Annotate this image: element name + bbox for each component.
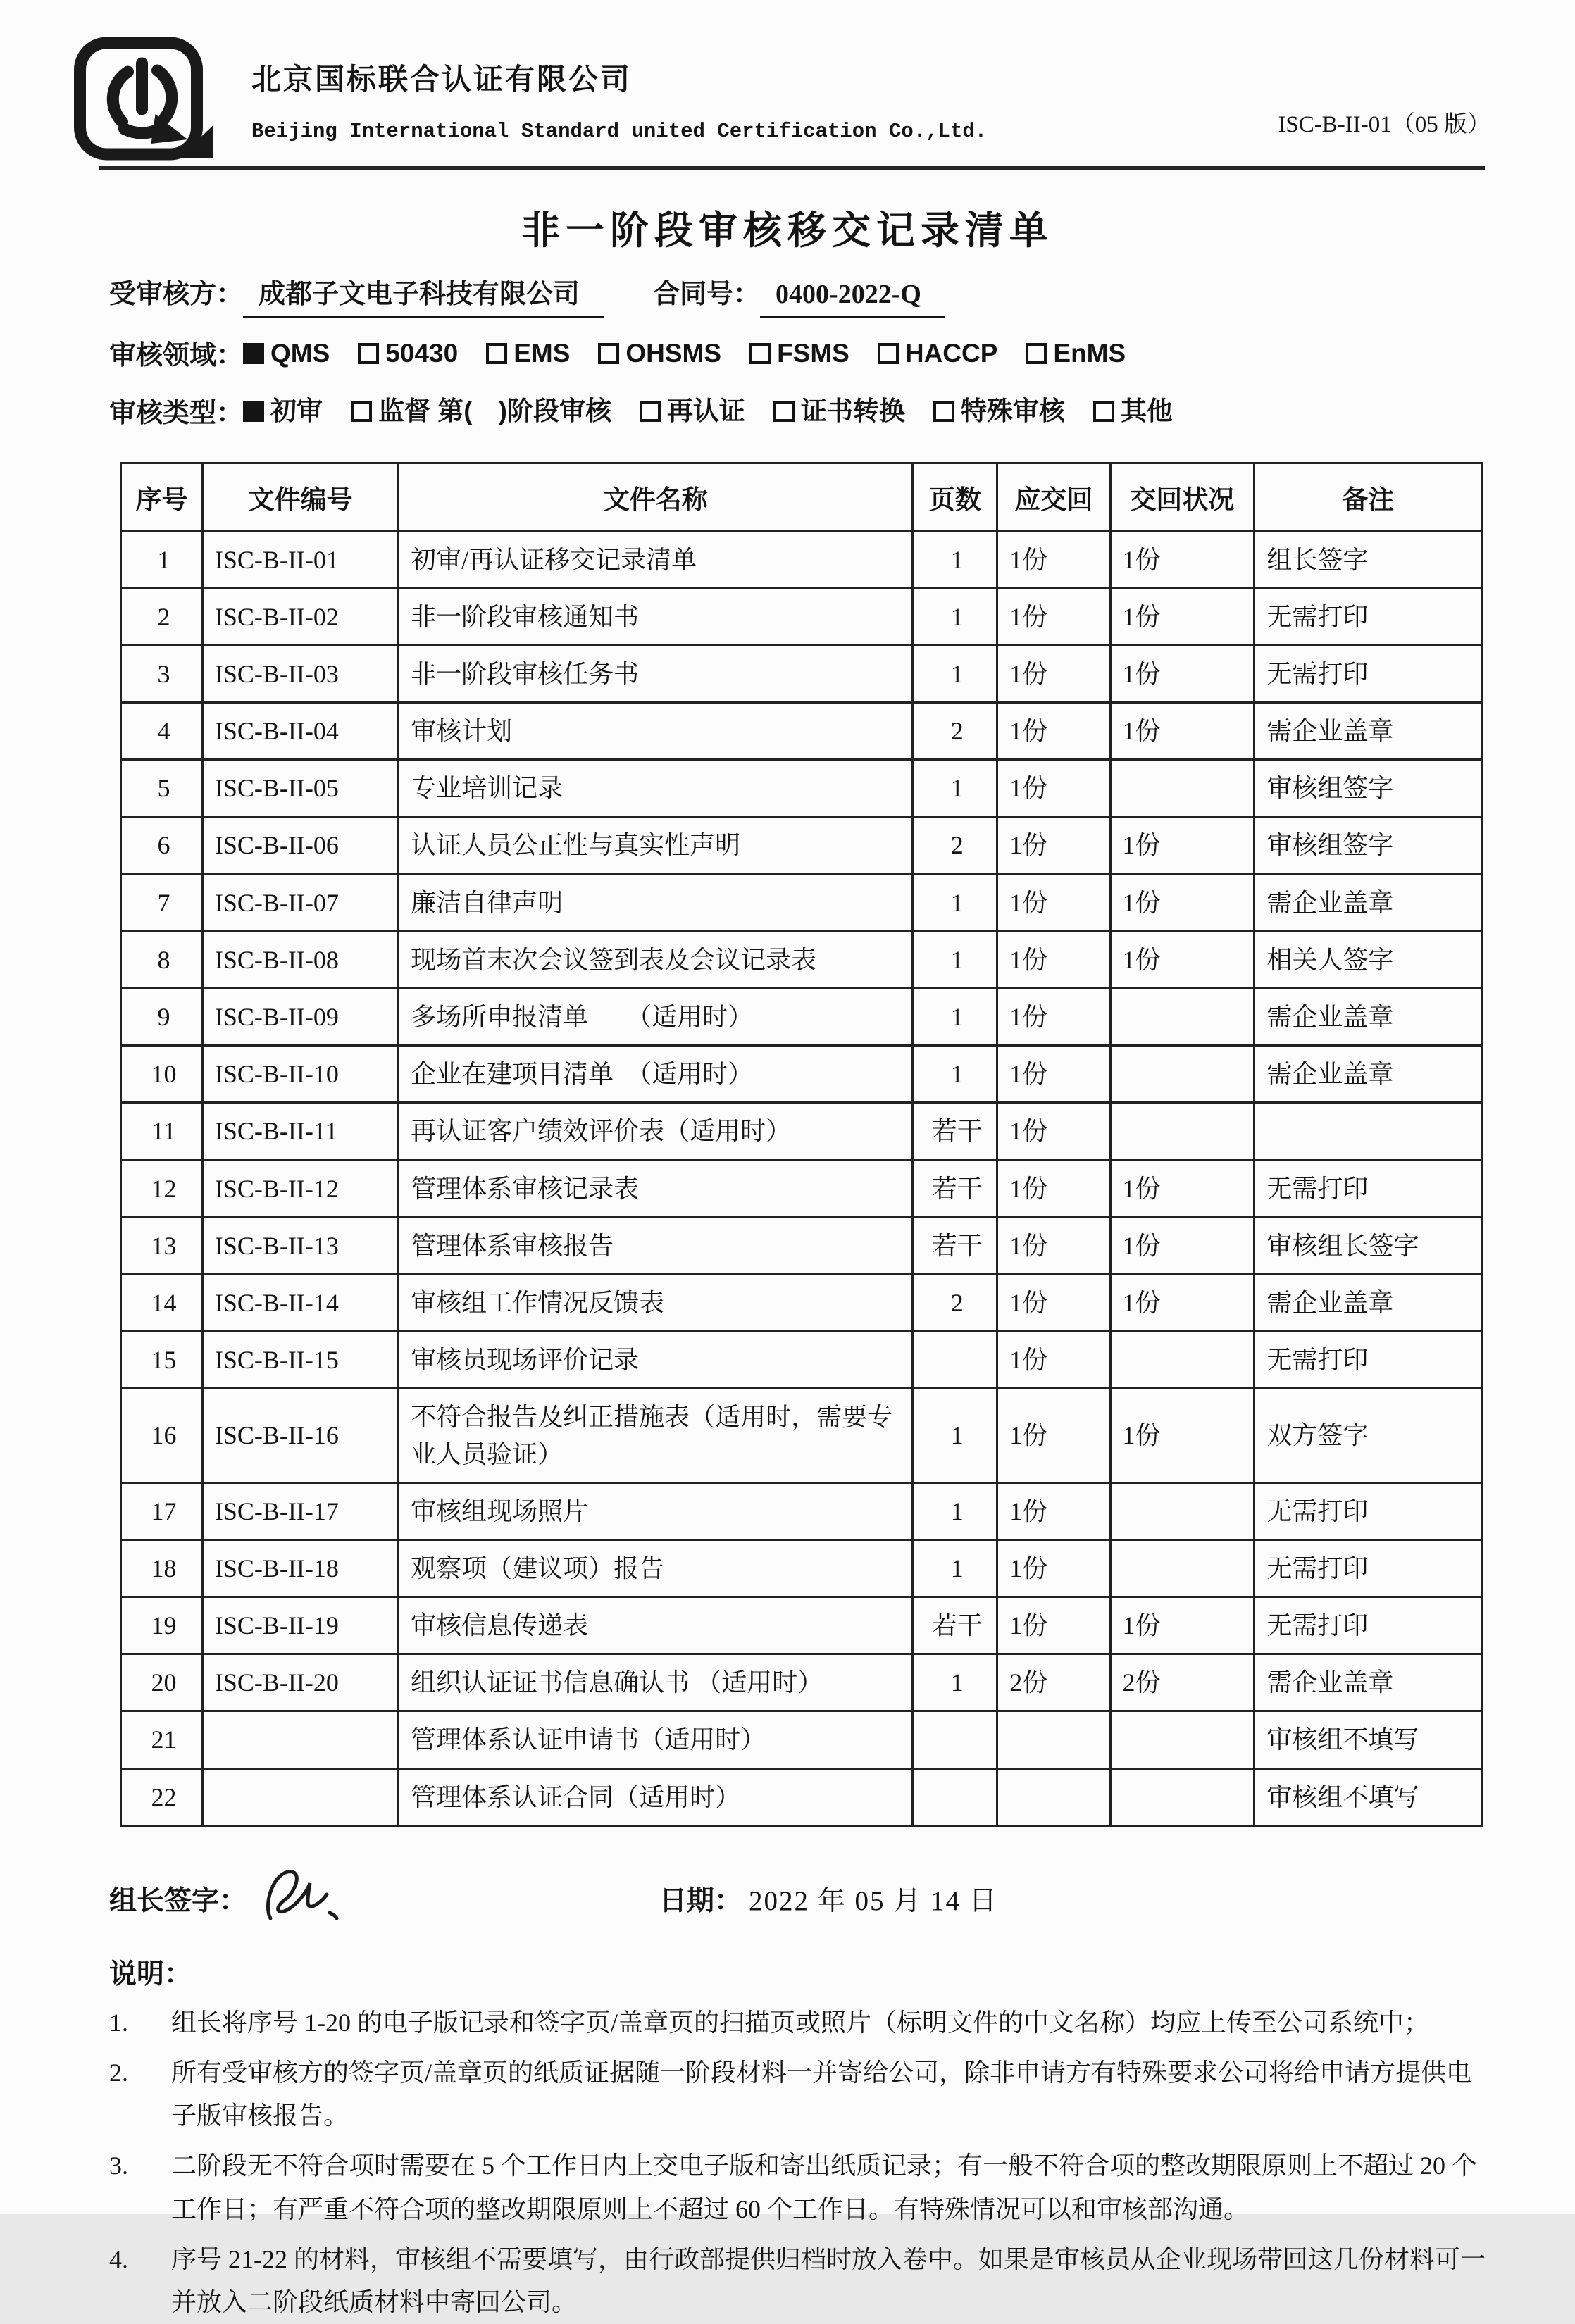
table-cell: 10: [121, 1046, 203, 1103]
note-number: 2.: [109, 2059, 128, 2087]
form-area: [109, 275, 1487, 434]
table-cell: 1: [913, 760, 997, 817]
table-cell: [1110, 1768, 1255, 1825]
table-cell: 专业培训记录: [399, 760, 913, 817]
table-cell: 1: [913, 588, 997, 645]
table-cell: 企业在建项目清单 （适用时）: [399, 1046, 913, 1103]
company-name-cn: 北京国标联合认证有限公司: [251, 63, 633, 96]
unchecked-checkbox-icon: [1093, 401, 1114, 422]
table-cell: [202, 1711, 398, 1768]
table-cell: 1份: [997, 588, 1110, 645]
audit-domain-line: [109, 334, 1487, 376]
unchecked-checkbox-icon: [1026, 343, 1047, 364]
table-row: [121, 1332, 1482, 1389]
table-cell: 需企业盖章: [1255, 703, 1482, 760]
table-cell: 需企业盖章: [1255, 1654, 1482, 1711]
table-row: [121, 1711, 1482, 1768]
table-cell: 现场首末次会议签到表及会议记录表: [399, 931, 913, 988]
column-header: 备注: [1255, 463, 1482, 531]
leader-signature-handwriting: [251, 1863, 356, 1934]
table-cell: 观察项（建议项）报告: [399, 1539, 913, 1597]
table-cell: [1110, 1711, 1255, 1768]
table-cell: 审核组长签字: [1255, 1217, 1482, 1274]
checkbox-option: [640, 392, 745, 431]
table-cell: 1: [913, 931, 997, 988]
table-cell: 1份: [1110, 1597, 1255, 1654]
unchecked-checkbox-icon: [878, 343, 899, 364]
table-cell: 2: [913, 1274, 997, 1331]
table-cell: 非一阶段审核任务书: [399, 645, 913, 702]
table-cell: [997, 1711, 1110, 1768]
table-cell: ISC-B-II-19: [202, 1597, 398, 1654]
signature-line: [109, 1863, 1487, 1934]
table-cell: ISC-B-II-03: [202, 645, 398, 702]
notes-list: [109, 2001, 1490, 2324]
table-cell: 审核信息传递表: [399, 1597, 913, 1654]
table-cell: 1份: [997, 1217, 1110, 1274]
table-cell: 多场所申报清单 （适用时）: [399, 989, 913, 1046]
checkbox-label: QMS: [270, 339, 330, 368]
table-cell: 组长签字: [1255, 531, 1482, 588]
audit-type-line: [109, 392, 1487, 434]
table-row: [121, 1103, 1482, 1160]
table-cell: 1份: [1110, 1274, 1255, 1331]
auditee-value: 成都子文电子科技有限公司: [243, 275, 604, 318]
note-text: 二阶段无不符合项时需要在 5 个工作日内上交电子版和寄出纸质记录；有一般不符合项的整改期限原则上不超过 20 个工作日；有严重不符合项的整改期限原则上不超过 60 个工作日。有特殊情况可以和审核部沟通。: [171, 2151, 1478, 2223]
table-row: [121, 989, 1482, 1046]
table-cell: 1份: [997, 1597, 1110, 1654]
table-cell: 若干: [913, 1103, 997, 1160]
column-header: 文件编号: [202, 463, 398, 531]
checkbox-option: [1093, 392, 1173, 431]
table-cell: 14: [121, 1274, 203, 1331]
table-cell: 11: [121, 1103, 203, 1160]
table-cell: 1份: [997, 874, 1110, 931]
checkbox-option: [243, 392, 323, 431]
table-cell: 1份: [997, 1332, 1110, 1389]
page-title: 非一阶段审核移交记录清单: [521, 208, 1054, 252]
notes-section: [109, 1952, 1490, 2324]
table-cell: 再认证客户绩效评价表（适用时）: [399, 1103, 913, 1160]
contract-label: 合同号：: [653, 280, 761, 309]
table-row: [121, 931, 1482, 988]
table-row: [121, 703, 1482, 760]
table-cell: 管理体系审核记录表: [399, 1160, 913, 1217]
table-cell: 1: [913, 531, 997, 588]
document-header: [0, 0, 1575, 163]
table-cell: [1110, 1539, 1255, 1597]
table-cell: ISC-B-II-15: [202, 1332, 398, 1389]
checkbox-option: [351, 392, 611, 431]
table-cell: 若干: [913, 1597, 997, 1654]
table-cell: 21: [121, 1711, 203, 1768]
table-cell: [997, 1768, 1110, 1825]
table-row: [121, 1389, 1482, 1482]
table-cell: 管理体系审核报告: [399, 1217, 913, 1274]
date-value: 2022 年 05 月 14 日: [749, 1885, 998, 1916]
unchecked-checkbox-icon: [351, 401, 372, 422]
table-cell: ISC-B-II-17: [202, 1482, 398, 1539]
column-header: 交回状况: [1110, 463, 1255, 531]
table-cell: ISC-B-II-02: [202, 588, 398, 645]
checkbox-label: EMS: [513, 339, 571, 368]
company-name-block: [251, 37, 987, 143]
checkbox-option: [1026, 334, 1126, 373]
table-row: [121, 1046, 1482, 1103]
checkbox-label: 其他: [1120, 396, 1173, 425]
table-row: [121, 1482, 1482, 1539]
table-cell: 1: [913, 989, 997, 1046]
table-cell: 组织认证证书信息确认书 （适用时）: [399, 1654, 913, 1711]
header-divider: [99, 166, 1485, 170]
type-options: [243, 392, 1201, 434]
note-text: 所有受审核方的签字页/盖章页的纸质证据随一阶段材料一并寄给公司，除非申请方有特殊要求公司将给申请方提供电子版审核报告。: [171, 2059, 1472, 2130]
table-cell: 4: [121, 703, 203, 760]
table-cell: 1份: [1110, 817, 1255, 874]
table-cell: 需企业盖章: [1255, 1274, 1482, 1331]
table-cell: 需企业盖章: [1255, 1046, 1482, 1103]
table-cell: ISC-B-II-06: [202, 817, 398, 874]
table-cell: 审核组签字: [1255, 817, 1482, 874]
checkbox-option: [878, 334, 998, 373]
table-cell: ISC-B-II-13: [202, 1217, 398, 1274]
table-cell: [1110, 760, 1255, 817]
table-cell: 7: [121, 874, 203, 931]
table-cell: 廉洁自律声明: [399, 874, 913, 931]
table-cell: 认证人员公正性与真实性声明: [399, 817, 913, 874]
table-row: [121, 760, 1482, 817]
table-row: [121, 1768, 1482, 1825]
table-cell: ISC-B-II-05: [202, 760, 398, 817]
notes-title: 说明：: [109, 1958, 192, 1989]
checkbox-option: [773, 392, 905, 431]
table-row: [121, 531, 1482, 588]
note-text: 序号 21-22 的材料，审核组不需要填写，由行政部提供归档时放入卷中。如果是审核员从企业现场带回这几份材料可一并放入二阶段纸质材料中寄回公司。: [171, 2244, 1486, 2316]
table-cell: 12: [121, 1160, 203, 1217]
table-cell: [1255, 1103, 1482, 1160]
table-header-row: [121, 463, 1482, 531]
checkbox-label: HACCP: [904, 339, 998, 368]
checkbox-label: 初审: [270, 396, 323, 425]
checkbox-option: [749, 334, 849, 373]
unchecked-checkbox-icon: [486, 343, 507, 364]
note-number: 4.: [109, 2244, 128, 2273]
checkbox-option: [598, 334, 721, 373]
table-cell: 2份: [1110, 1654, 1255, 1711]
table-cell: 1份: [1110, 874, 1255, 931]
table-cell: 1份: [997, 1046, 1110, 1103]
table-cell: 无需打印: [1255, 588, 1482, 645]
table-cell: 1份: [1110, 1217, 1255, 1274]
table-cell: 不符合报告及纠正措施表（适用时，需要专业人员验证）: [399, 1389, 913, 1482]
note-number: 3.: [109, 2151, 128, 2180]
checkbox-label: 50430: [385, 339, 459, 368]
table-cell: 管理体系认证合同（适用时）: [399, 1768, 913, 1825]
table-cell: 1份: [997, 931, 1110, 988]
table-cell: [1110, 989, 1255, 1046]
checkbox-label: EnMS: [1053, 339, 1126, 368]
table-cell: 审核计划: [399, 703, 913, 760]
checkbox-option: [486, 334, 570, 373]
table-cell: ISC-B-II-09: [202, 989, 398, 1046]
company-name-en: Beijing International Standard united Certification Co.,Ltd.: [251, 120, 988, 143]
table-cell: ISC-B-II-10: [202, 1046, 398, 1103]
column-header: 序号: [121, 463, 203, 531]
checkbox-label: 监督 第( )阶段审核: [378, 396, 611, 425]
table-cell: 16: [121, 1389, 203, 1482]
table-cell: [1110, 1482, 1255, 1539]
table-cell: [913, 1768, 997, 1825]
table-cell: [913, 1711, 997, 1768]
table-cell: 20: [121, 1654, 203, 1711]
table-cell: 1: [913, 1389, 997, 1482]
note-item: [109, 2051, 1490, 2137]
table-cell: 6: [121, 817, 203, 874]
table-cell: 审核组现场照片: [399, 1482, 913, 1539]
table-cell: 1份: [1110, 588, 1255, 645]
table-cell: 19: [121, 1597, 203, 1654]
table-cell: ISC-B-II-20: [202, 1654, 398, 1711]
domain-options: [243, 334, 1154, 376]
checkbox-option: [933, 392, 1065, 431]
table-cell: 1份: [997, 760, 1110, 817]
table-cell: 2: [121, 588, 203, 645]
table-cell: ISC-B-II-14: [202, 1274, 398, 1331]
table-cell: 1: [913, 645, 997, 702]
table-cell: 9: [121, 989, 203, 1046]
table-cell: [913, 1332, 997, 1389]
note-item: [109, 2001, 1490, 2044]
table-cell: 1份: [1110, 531, 1255, 588]
table-cell: 1份: [997, 531, 1110, 588]
checkbox-label: OHSMS: [625, 339, 722, 368]
checkbox-label: 特殊审核: [960, 396, 1065, 425]
table-row: [121, 645, 1482, 702]
table-row: [121, 588, 1482, 645]
table-cell: 17: [121, 1482, 203, 1539]
table-cell: [1110, 1332, 1255, 1389]
checkbox-label: FSMS: [777, 339, 849, 368]
table-cell: 1份: [997, 703, 1110, 760]
table-cell: [202, 1768, 398, 1825]
table-row: [121, 1160, 1482, 1217]
note-item: [109, 2238, 1490, 2324]
column-header: 文件名称: [399, 463, 913, 531]
table-cell: ISC-B-II-04: [202, 703, 398, 760]
table-cell: 2: [913, 703, 997, 760]
checkbox-option: [243, 334, 330, 373]
date-block: [659, 1879, 998, 1918]
table-cell: 18: [121, 1539, 203, 1597]
table-cell: 1份: [997, 645, 1110, 702]
checked-checkbox-icon: [243, 401, 264, 422]
table-cell: ISC-B-II-08: [202, 931, 398, 988]
table-cell: 若干: [913, 1217, 997, 1274]
table-cell: 无需打印: [1255, 1482, 1482, 1539]
table-cell: 需企业盖章: [1255, 874, 1482, 931]
column-header: 页数: [913, 463, 997, 531]
table-row: [121, 1217, 1482, 1274]
note-text: 组长将序号 1-20 的电子版记录和签字页/盖章页的扫描页或照片（标明文件的中文名称）均应上传至公司系统中；: [171, 2008, 1429, 2037]
auditee-label: 受审核方：: [109, 280, 244, 309]
note-number: 1.: [109, 2008, 128, 2037]
unchecked-checkbox-icon: [598, 343, 619, 364]
table-cell: 1份: [997, 1160, 1110, 1217]
table-row: [121, 1539, 1482, 1597]
table-cell: 若干: [913, 1160, 997, 1217]
audit-domain-label: 审核领域：: [109, 340, 244, 370]
table-cell: 8: [121, 931, 203, 988]
checkbox-label: 再认证: [666, 396, 745, 425]
table-cell: 2份: [997, 1654, 1110, 1711]
table-cell: [1110, 1046, 1255, 1103]
table-cell: ISC-B-II-11: [202, 1103, 398, 1160]
table-cell: 审核组工作情况反馈表: [399, 1274, 913, 1331]
table-cell: 1份: [1110, 931, 1255, 988]
table-cell: 1份: [1110, 1160, 1255, 1217]
table-cell: [1110, 1103, 1255, 1160]
document-checklist-table: [120, 462, 1483, 1827]
checkbox-option: [358, 334, 458, 373]
table-row: [121, 1654, 1482, 1711]
table-cell: 双方签字: [1255, 1389, 1482, 1482]
table-cell: 1份: [997, 1482, 1110, 1539]
checkbox-label: 证书转换: [800, 396, 905, 425]
audit-type-label: 审核类型：: [109, 398, 244, 428]
table-cell: ISC-B-II-16: [202, 1389, 398, 1482]
table-cell: 1: [913, 1482, 997, 1539]
table-cell: 1份: [1110, 645, 1255, 702]
table-cell: 1: [913, 1046, 997, 1103]
table-cell: 2: [913, 817, 997, 874]
table-cell: ISC-B-II-18: [202, 1539, 398, 1597]
table-cell: 1份: [1110, 1389, 1255, 1482]
table-cell: 1份: [997, 817, 1110, 874]
table-cell: ISC-B-II-01: [202, 531, 398, 588]
table-cell: ISC-B-II-07: [202, 874, 398, 931]
unchecked-checkbox-icon: [358, 343, 379, 364]
table-cell: 1份: [997, 1389, 1110, 1482]
contract-value: 0400-2022-Q: [760, 275, 945, 318]
table-cell: 1: [913, 1654, 997, 1711]
table-row: [121, 1597, 1482, 1654]
table-cell: 审核组不填写: [1255, 1711, 1482, 1768]
table-cell: 相关人签字: [1255, 931, 1482, 988]
table-cell: 1: [121, 531, 203, 588]
table-cell: 15: [121, 1332, 203, 1389]
table-cell: 1份: [997, 989, 1110, 1046]
table-cell: 22: [121, 1768, 203, 1825]
checked-checkbox-icon: [243, 343, 264, 364]
company-logo-icon: [70, 37, 222, 163]
table-cell: 需企业盖章: [1255, 989, 1482, 1046]
document-number: ISC-B-II-01（05 版）: [1278, 112, 1490, 137]
unchecked-checkbox-icon: [933, 401, 954, 422]
table-cell: 1份: [997, 1274, 1110, 1331]
table-cell: 无需打印: [1255, 1597, 1482, 1654]
table-cell: ISC-B-II-12: [202, 1160, 398, 1217]
table-cell: 非一阶段审核通知书: [399, 588, 913, 645]
table-cell: 1份: [997, 1103, 1110, 1160]
table-cell: 无需打印: [1255, 645, 1482, 702]
unchecked-checkbox-icon: [640, 401, 661, 422]
table-cell: 1份: [997, 1539, 1110, 1597]
table-cell: 5: [121, 760, 203, 817]
table-cell: 审核员现场评价记录: [399, 1332, 913, 1389]
table-cell: 1份: [1110, 703, 1255, 760]
table-cell: 3: [121, 645, 203, 702]
table-row: [121, 1274, 1482, 1331]
date-label: 日期：: [659, 1885, 742, 1916]
unchecked-checkbox-icon: [773, 401, 795, 422]
note-item: [109, 2144, 1490, 2230]
table-cell: 管理体系认证申请书（适用时）: [399, 1711, 913, 1768]
column-header: 应交回: [997, 463, 1110, 531]
table-cell: 审核组不填写: [1255, 1768, 1482, 1825]
table-cell: 13: [121, 1217, 203, 1274]
table-cell: 1: [913, 1539, 997, 1597]
table-row: [121, 874, 1482, 931]
table-cell: 审核组签字: [1255, 760, 1482, 817]
table-cell: 初审/再认证移交记录清单: [399, 531, 913, 588]
table-cell: 1: [913, 874, 997, 931]
document-table-body: [121, 531, 1482, 1825]
table-cell: 无需打印: [1255, 1160, 1482, 1217]
table-row: [121, 817, 1482, 874]
unchecked-checkbox-icon: [749, 343, 771, 364]
auditee-line: [109, 275, 1487, 318]
table-cell: 无需打印: [1255, 1539, 1482, 1597]
leader-signature-label: 组长签字：: [109, 1885, 247, 1916]
table-cell: 无需打印: [1255, 1332, 1482, 1389]
